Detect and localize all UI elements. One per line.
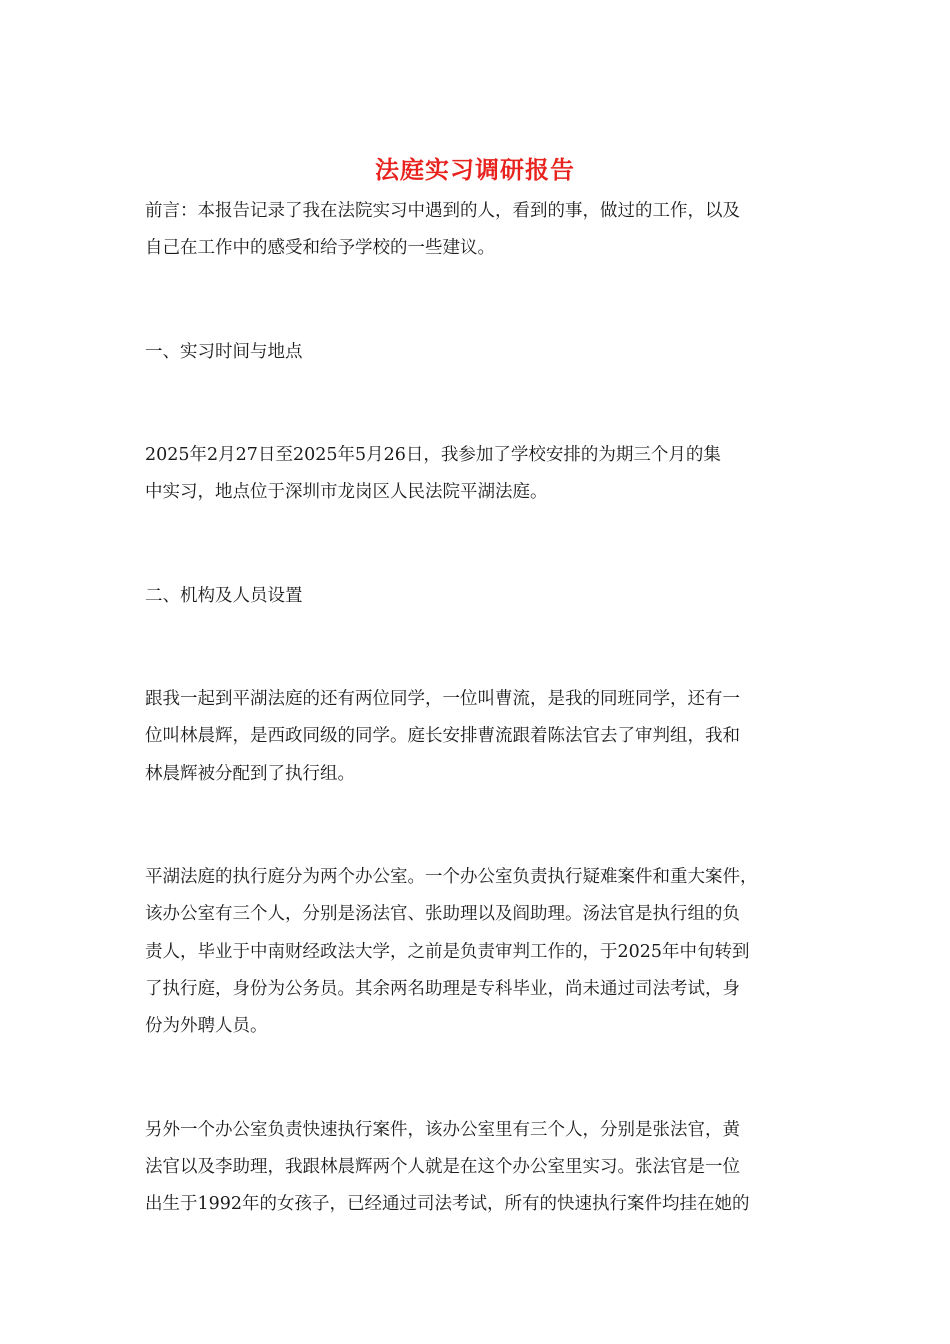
document-title: 法庭实习调研报告 xyxy=(375,155,575,184)
text-line: 另外一个办公室负责快速执行案件，该办公室里有三个人，分别是张法官，黄 xyxy=(145,1120,740,1140)
heading-line: 一、实习时间与地点 xyxy=(145,342,303,362)
text-line: 中实习，地点位于深圳市龙岗区人民法院平湖法庭。 xyxy=(145,482,548,502)
text-line: 份为外聘人员。 xyxy=(145,1016,268,1036)
heading-line: 二、机构及人员设置 xyxy=(145,586,303,606)
text-line: 该办公室有三个人，分别是汤法官、张助理以及阎助理。汤法官是执行组的负 xyxy=(145,904,740,924)
text-line: 自己在工作中的感受和给予学校的一些建议。 xyxy=(145,238,495,258)
text-line: 平湖法庭的执行庭分为两个办公室。一个办公室负责执行疑难案件和重大案件， xyxy=(145,867,758,887)
text-line: 责人，毕业于中南财经政法大学，之前是负责审判工作的，于2025年中旬转到 xyxy=(145,942,750,962)
text-line: 跟我一起到平湖法庭的还有两位同学，一位叫曹流，是我的同班同学，还有一 xyxy=(145,689,740,709)
text-line: 前言：本报告记录了我在法院实习中遇到的人，看到的事，做过的工作，以及 xyxy=(145,201,740,221)
text-line: 2025年2月27日至2025年5月26日，我参加了学校安排的为期三个月的集 xyxy=(145,445,721,465)
text-line: 了执行庭，身份为公务员。其余两名助理是专科毕业，尚未通过司法考试，身 xyxy=(145,979,740,999)
text-line: 法官以及李助理，我跟林晨辉两个人就是在这个办公室里实习。张法官是一位 xyxy=(145,1157,740,1177)
text-line: 出生于1992年的女孩子，已经通过司法考试，所有的快速执行案件均挂在她的 xyxy=(145,1194,750,1214)
text-line: 林晨辉被分配到了执行组。 xyxy=(145,764,355,784)
text-line: 位叫林晨辉，是西政同级的同学。庭长安排曹流跟着陈法官去了审判组，我和 xyxy=(145,726,740,746)
